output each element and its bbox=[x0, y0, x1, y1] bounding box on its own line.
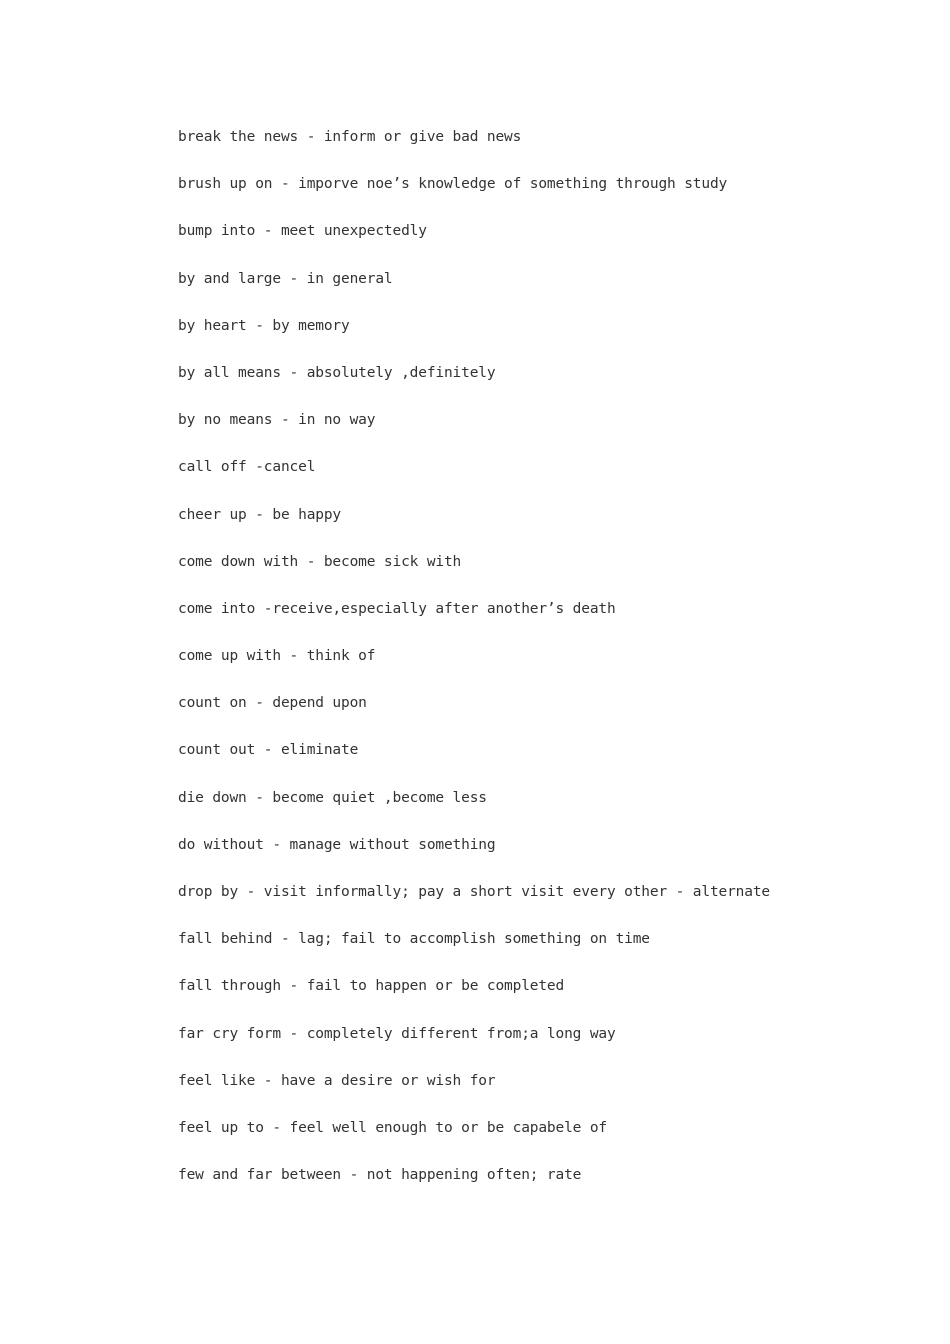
phrase-entry: few and far between - not happening often; rate bbox=[178, 1167, 582, 1184]
phrase-entry: by heart - by memory bbox=[178, 317, 350, 334]
phrase-entry: by all means - absolutely ,definitely bbox=[178, 364, 496, 381]
phrase-entry: far cry form - completely different from;a long way bbox=[178, 1025, 616, 1042]
phrase-list bbox=[178, 126, 918, 1211]
phrase-entry: brush up on - imporve noe’s knowledge of something through study bbox=[178, 176, 728, 193]
phrase-entry: by no means - in no way bbox=[178, 412, 376, 429]
phrase-entry: feel up to - feel well enough to or be capabele of bbox=[178, 1119, 607, 1136]
phrase-entry: do without - manage without something bbox=[178, 836, 496, 853]
phrase-entry: break the news - inform or give bad news bbox=[178, 129, 522, 145]
phrase-entry: die down - become quiet ,become less bbox=[178, 789, 487, 806]
phrase-entry: come up with - think of bbox=[178, 648, 376, 665]
phrase-entry: fall behind - lag; fail to accomplish something on time bbox=[178, 931, 650, 948]
phrase-entry: come down with - become sick with bbox=[178, 553, 462, 570]
phrase-entry: cheer up - be happy bbox=[178, 506, 342, 523]
phrase-entry: by and large - in general bbox=[178, 270, 393, 287]
phrase-entry: bump into - meet unexpectedly bbox=[178, 223, 427, 240]
phrase-entry: count on - depend upon bbox=[178, 695, 367, 712]
phrase-entry: feel like - have a desire or wish for bbox=[178, 1072, 496, 1089]
phrase-entry: call off -cancel bbox=[178, 459, 316, 476]
phrase-entry: count out - eliminate bbox=[178, 742, 359, 759]
phrase-entry: drop by - visit informally; pay a short visit every other - alternate bbox=[178, 884, 771, 900]
phrase-entry: fall through - fail to happen or be completed bbox=[178, 978, 565, 995]
phrase-entry: come into -receive,especially after another’s death bbox=[178, 600, 616, 617]
